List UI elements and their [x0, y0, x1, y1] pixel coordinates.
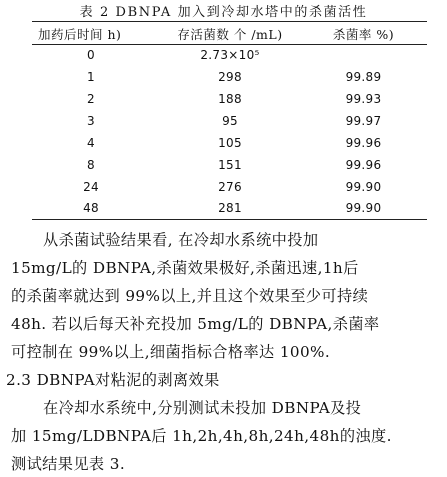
paragraph-line: 48h. 若以后每天补充投加 5mg/L的 DBNPA,杀菌率	[11, 315, 380, 333]
paragraph-line: 在冷却水系统中,分别测试未投加 DBNPA及投	[43, 399, 362, 417]
header-survivors: 存活菌数 个 /mL)	[177, 27, 283, 42]
cell-survivors: 298	[218, 70, 242, 84]
cell-time: 4	[87, 136, 95, 150]
paragraph-line: 加 15mg/LDBNPA后 1h,2h,4h,8h,24h,48h的浊度.	[11, 427, 392, 445]
paragraph-line: 可控制在 99%以上,细菌指标合格率达 100%.	[11, 343, 331, 361]
cell-kill-rate: 99.93	[345, 92, 382, 106]
cell-survivors: 276	[218, 180, 242, 194]
cell-survivors: 281	[218, 201, 242, 215]
paragraph-line: 从杀菌试验结果看, 在冷却水系统中投加	[43, 231, 319, 249]
table-bottom-rule	[32, 219, 427, 220]
cell-survivors: 188	[218, 92, 242, 106]
header-kill-rate: 杀菌率 %)	[332, 27, 395, 42]
cell-time: 3	[87, 114, 95, 128]
cell-kill-rate: 99.97	[345, 114, 382, 128]
cell-kill-rate: 99.96	[345, 158, 382, 172]
table-caption: 表 2 DBNPA 加入到冷却水塔中的杀菌活性	[79, 5, 368, 20]
cell-time: 24	[83, 180, 99, 194]
cell-time: 48	[83, 201, 99, 215]
cell-survivors: 151	[218, 158, 242, 172]
cell-kill-rate: 99.90	[345, 180, 382, 194]
paragraph-line: 测试结果见表 3.	[11, 455, 126, 473]
cell-time: 2	[87, 92, 95, 106]
cell-survivors: 95	[222, 114, 238, 128]
paragraph-line: 的杀菌率就达到 99%以上,并且这个效果至少可持续	[11, 287, 369, 305]
paragraph-line: 15mg/L的 DBNPA,杀菌效果极好,杀菌迅速,1h后	[11, 259, 359, 277]
cell-kill-rate: 99.90	[345, 201, 382, 215]
cell-time: 1	[87, 70, 95, 84]
table-header-rule	[32, 44, 427, 45]
cell-kill-rate: 99.89	[345, 70, 382, 84]
cell-time: 0	[87, 48, 95, 62]
header-time: 加药后时间 h)	[38, 27, 122, 42]
cell-time: 8	[87, 158, 95, 172]
section-heading: 2.3 DBNPA对粘泥的剥离效果	[6, 371, 220, 389]
table-top-rule	[32, 21, 427, 22]
cell-kill-rate: 99.96	[345, 136, 382, 150]
cell-survivors: 105	[218, 136, 242, 150]
cell-survivors: 2.73×10⁵	[200, 48, 260, 62]
